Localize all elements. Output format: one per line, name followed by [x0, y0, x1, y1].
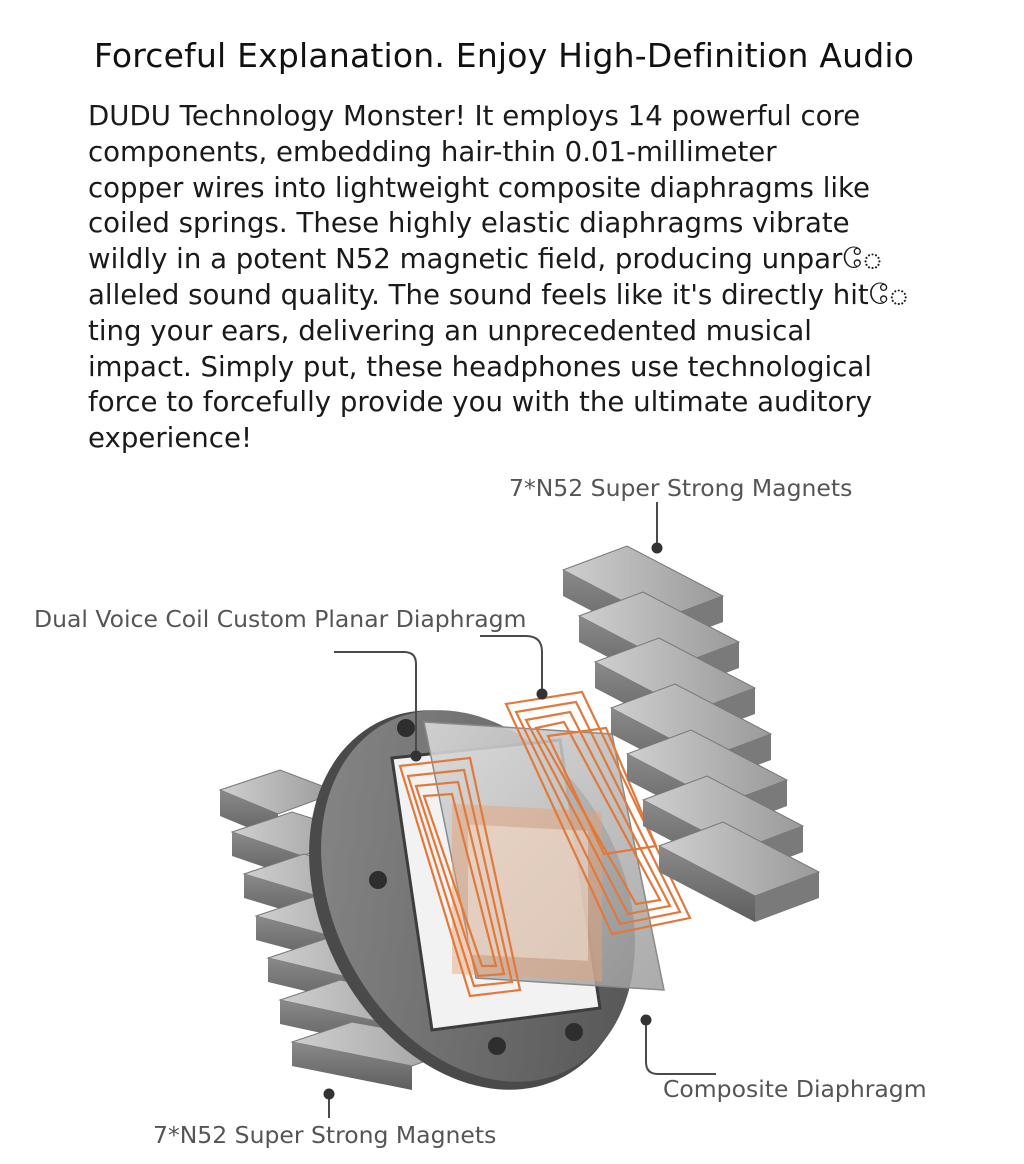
description-line: force to forcefully provide you with the ultimate auditory: [88, 385, 873, 419]
description-line: components, embedding hair-thin 0.01-millimeter: [88, 134, 777, 168]
callout-composite-diaphragm: Composite Diaphragm: [663, 1075, 927, 1103]
description-line: coiled springs. These highly elastic diaphragms vibrate: [88, 206, 850, 240]
callout-bottom-magnets: 7*N52 Super Strong Magnets: [153, 1121, 497, 1149]
callout-voice-coil-diaphragm: Dual Voice Coil Custom Planar Diaphragm: [34, 605, 527, 633]
description-line: experience!: [88, 421, 252, 455]
callout-top-magnets: 7*N52 Super Strong Magnets: [509, 474, 853, 502]
leader-coil-right: [480, 636, 542, 692]
description-line: copper wires into lightweight composite diaphragms like: [88, 170, 871, 204]
leader-composite: [646, 1020, 716, 1074]
description-line: DUDU Technology Monster! It employs 14 powerful core: [88, 99, 861, 132]
page-title: Forceful Explanation. Enjoy High-Definition Audio: [93, 36, 915, 75]
description-line: alleled sound quality. The sound feels like it's directly hitே: [88, 277, 910, 311]
description-line: ting your ears, delivering an unprecedented musical: [88, 313, 812, 347]
description-line: wildly in a potent N52 magnetic field, producing unparே: [88, 242, 884, 276]
description-line: impact. Simply put, these headphones use technological: [88, 349, 872, 383]
